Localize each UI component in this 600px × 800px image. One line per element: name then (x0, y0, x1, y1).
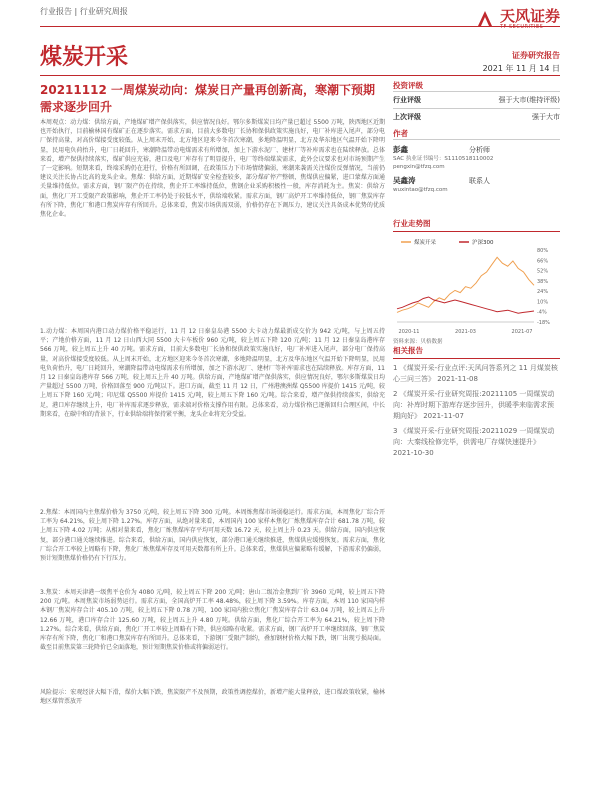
header-divider (40, 26, 560, 27)
risk-warning: 风险提示：宏观经济大幅下滑，煤价大幅下跌，焦炭限产不及预期，政策性调控煤价，新增产能大量释放，进口煤政策收紧，榆林地区煤管票放开 (40, 689, 385, 706)
industry-rating-value: 强于大市(维持评级) (498, 96, 560, 104)
x-tick-label: 2021-03 (455, 329, 476, 335)
analyst-email[interactable]: pengxin@tfzq.com (393, 164, 445, 170)
y-tick-label: 80% (537, 248, 549, 254)
section-thermal-coal: 1.动力煤：本周国内港口动力煤价格平稳运行，11 月 12 日秦皇岛港 5500 大卡动力煤最新成交价为 942 元/吨，与上周五持平；产地价格方面，11 月 12 日山西大同 5500 大卡车板价 960 元/吨，较上周五下降 120 元/吨；11 月 12 日秦皇岛港库存 566 万吨，较上周五上升 40 万吨。需求方面，目前大多数电厂长协和保供政策实施良好，电厂补库进入尾声，部分电厂保持高量，对高价煤接受度较低。从上周末开始，北方地区迎来今冬首次寒潮，多地降温明显，北方及华东地区气温开始下降明显，民用电负荷抬升，电厂日耗回升，寒潮降温带动电煤需求有所增加，加之下游水泥厂、建材厂等补库需求也在陆续释放。库存方面，11 月 12 日秦皇岛港库存 566 万吨，较上周五上升 40 万吨。供给方面，产地煤矿增产保供落实，供应情况良好，鄂尔多斯煤炭日均产量超过 5500 万吨，价格回落至 900 元/吨以下。进口方面，截至 11 月 12 日，广州港澳洲煤 Q5500 库提价 1415 元/吨，较上周五下降 160 元/吨；印尼煤 Q5500 库提价 1415 元/吨，较上周五下降 160 元/吨。综合来看，增产保供持续落实，供给充足，港口库存继续上升，电厂补库需求逐步释放，需求端对价格支撑作用有限。总体来看，动力煤价格已逐渐回归合理区间，中长期来看，在碳中和的背景下，行业供给端将保持紧平衡，龙头企业将充分受益。 (40, 328, 385, 418)
y-tick-label: 52% (537, 268, 549, 275)
analyst-block-2 (393, 171, 560, 194)
author-heading: 作者 (393, 129, 408, 138)
report-date: 2021 年 11 月 14 日 (482, 64, 560, 73)
last-rating-row (393, 108, 560, 125)
trend-chart (393, 236, 560, 336)
y-tick-label: -4% (537, 309, 547, 316)
y-tick-label: 66% (537, 258, 549, 265)
analyst-name: 彭鑫 (393, 145, 408, 154)
rating-panel (393, 80, 560, 125)
analyst-name: 吴鑫涛 (393, 176, 416, 185)
title-divider (40, 75, 560, 76)
invest-rating-heading: 投资评级 (393, 81, 423, 90)
section-coke: 3.焦炭：本周天津港一级焦平仓价为 4080 元/吨，较上周五下降 200 元/吨；唐山二级冶金焦到厂价 3960 元/吨，较上周五下降 200 元/吨。本周焦炭市场弱势运行。需求方面，全国高炉开工率 48.48%，较上周下降 3.59%。库存方面，本周 110 家国内样本钢厂焦炭库存合计 405.10 万吨，较上周五下降 0.78 万吨，100 家国内独立焦化厂焦炭库存合计 63.04 万吨，较上周五上升 12.66 万吨，港口库存合计 125.60 万吨，较上周五上升 4.80 万吨。供给方面，焦化厂综合开工率为 64.21%，较上周下降 1.27%。综合来看，供给方面，焦化厂开工率较上周略有下降，供应端略有收紧。需求方面，钢厂高炉开工率继续回落，钢厂焦炭库存有所下降，焦化厂和港口焦炭库存有所回升。总体来看，下游钢厂受限产制约，叠加钢材价格大幅下跌，钢厂出现亏损局面。截至目前焦炭第三轮降价已全面落地，预计短期焦炭价格或将偏弱运行。 (40, 589, 385, 652)
last-rating-label: 上次评级 (393, 113, 421, 121)
chart-source: 资料来源：贝格数据 (393, 339, 443, 345)
y-tick-label: -18% (537, 320, 550, 326)
logo-sub: TF SECURITIES (499, 23, 544, 30)
author-panel (393, 128, 560, 194)
industry-rating-label: 行业评级 (393, 96, 421, 104)
report-category-tag: 行业报告 | 行业研究周报 (40, 7, 128, 16)
related-report-link[interactable]: 1 《煤炭开采-行业点评:天风问答系列之 11 月煤炭核心三问三答》 2021-11-08 (393, 364, 558, 383)
related-report-link[interactable]: 3 《煤炭开采-行业研究周报:20211029 一周煤炭动向：大秦线检修完毕，供需电厂存煤快速提升》 2021-10-30 (393, 427, 555, 457)
summary-paragraph: 本周观点：动力煤：供给方面，产地煤矿增产保供落实，供应情况良好。鄂尔多斯煤炭日均产量已超过 5500 万吨，陕西地区近期也开始执行，目前榆林国有煤矿正在逐步落实。需求方面，目前大多数电厂长协和保供政策实施良好，电厂补库进入尾声，部分电厂保持高量，对高价煤接受度较低。从上周末开始，北方地区迎来今冬首次寒潮，多地降温明显，北方及华东地区气温开始下降明显，民用电负荷抬升，电厂日耗回升，寒潮降温带动电煤需求有所增加，加上下游水泥厂、建材厂等补库需求也在陆续释放。总体来看，增产保供持续落实，煤矿供应充裕，港口及电厂库存有了明显提升，电厂等终端煤炭需求，此外会议要求也对市场预期产生了一定影响。短期来看，终端采购仍在进行，价格有所回调，在政策压力下市场情绪偏弱，寒潮来袭需关注煤价反弹情况，当前仍建议关注长协占比高的龙头企业。焦煤：供给方面，近期煤矿安全检查较多，部分煤矿停产整顿，焦煤供应偏紧，进口蒙煤方面通关量维持低位。需求方面，钢厂限产仍在持续，焦企开工率维持低位，焦钢企业采购积极性一般，库存消耗为主。焦炭：供给方面，焦化厂开工受限产政策影响，焦企开工率仍处于较低水平，供给端收紧。需求方面，钢厂高炉开工率维持低位，钢厂焦炭库存有所下降，焦化厂和港口焦炭库存有所回升。总体来看，焦炭市场供需双弱，价格仍存在下调压力，建议关注具备成本优势的优质焦化企业。 (40, 119, 385, 219)
series-line (397, 257, 534, 312)
y-tick-label: 10% (537, 299, 549, 306)
industry-title: 煤炭开采 (40, 45, 129, 70)
document-title: 20211112 一周煤炭动向：煤炭日产量再创新高，寒潮下预期需求逐步回升 (40, 83, 375, 114)
series-line (397, 297, 534, 313)
last-rating-value: 强于大市 (532, 113, 560, 121)
analyst-role: 分析师 (469, 146, 490, 154)
related-reports-heading: 相关报告 (393, 345, 560, 359)
analyst-cert-id: SAC 执业证书编号：S1110518110002 (393, 156, 494, 162)
trend-chart-panel (393, 218, 560, 346)
legend-label: 煤炭开采 (414, 240, 437, 246)
industry-rating-row (393, 91, 560, 108)
y-tick-label: 24% (537, 289, 549, 296)
section-coking-coal: 2.焦煤：本周国内主焦煤价格为 3750 元/吨，较上周五下降 300 元/吨。本周炼焦煤市场弱稳运行。需求方面，本周焦化厂综合开工率为 64.21%，较上周下降 1.27%。库存方面，从绝对量来看，本周国内 100 家样本焦化厂炼焦煤库存合计 681.78 万吨，较上周五下降 4.02 万吨；从相对量来看，焦化厂炼焦煤库存平均可用天数 16.72 天，较上周上升 0.23 天。供给方面，国内供应恢复，部分港口通关继续推进。综合来看，供给方面，国内供应恢复，部分港口通关继续推进，焦煤供应缓慢恢复。需求方面，焦化厂综合开工率较上周略有下降，焦化厂炼焦煤库存及可用天数都有所上升。总体来看，焦煤供应偏紧略有缓解，下游需求仍偏弱，预计短期焦煤价格仍有下行压力。 (40, 509, 385, 563)
x-tick-label: 2020-11 (398, 329, 420, 335)
analyst-role: 联系人 (469, 177, 490, 185)
analyst-block-1 (393, 139, 560, 171)
y-tick-label: 38% (537, 278, 549, 285)
logo-name: 天风证券 (499, 6, 560, 25)
related-report-link[interactable]: 2 《煤炭开采-行业研究周报:20211105 一周煤炭动向：补库时期下游库存逐步回升，供暖季来临需求预期向好》 2021-11-07 (393, 390, 555, 420)
analyst-email[interactable]: wuxintao@tfzq.com (393, 187, 448, 193)
related-reports-panel (393, 345, 560, 459)
report-type: 证券研究报告 (512, 51, 560, 60)
trend-chart-heading: 行业走势图 (393, 218, 560, 232)
x-tick-label: 2021-07 (511, 329, 533, 335)
legend-label: 沪深300 (472, 240, 494, 246)
